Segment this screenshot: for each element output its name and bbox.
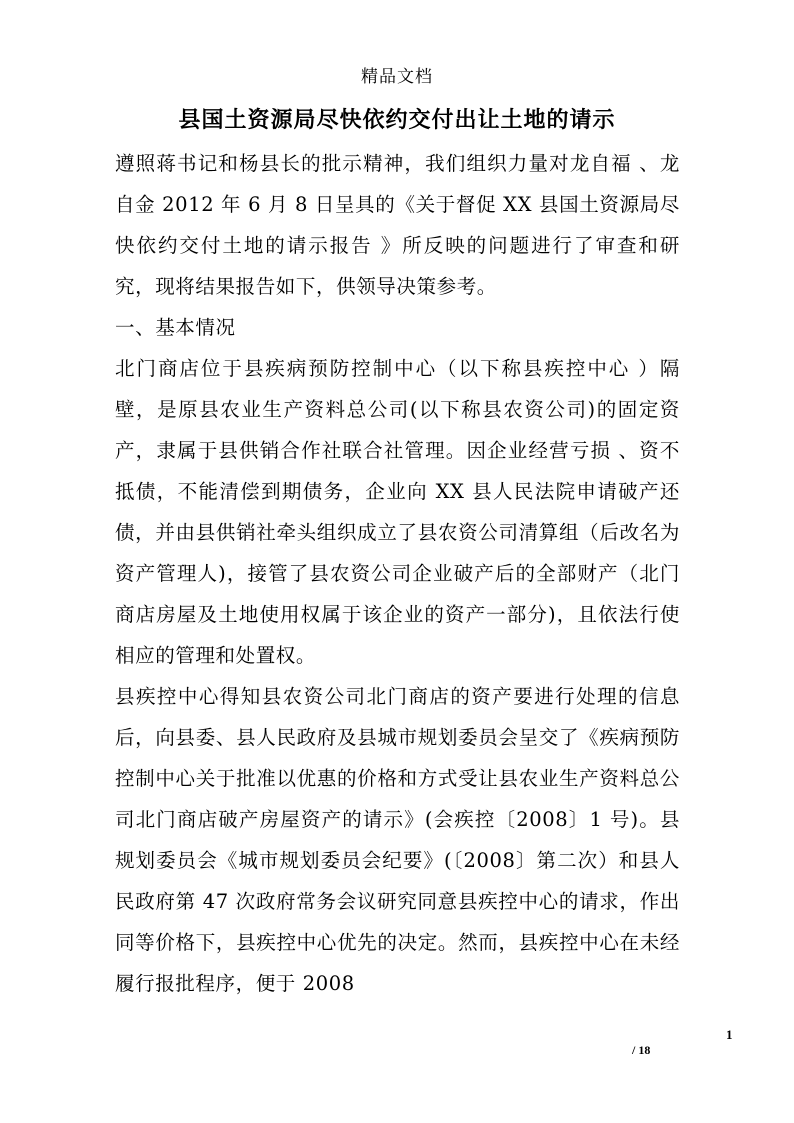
paragraph-cdc-request: 县疾控中心得知县农资公司北门商店的资产要进行处理的信息后，向县委、县人民政府及县城市规划委员会呈交了《疾病预防控制中心关于批准以优惠的价格和方式受让县农业生产资料总公司北门商店破产房屋资产的请示》(会疾控〔2008〕1 号)。县规划委员会《城市规划委员会纪要》(〔2008〕第二次）和县人民政府第 47 次政府常务会议研究同意县疾控中心的请求，作出同等价格下，县疾控中心优先的决定。然而，县疾控中心在未经履行报批程序，便于 2008 [115, 685, 680, 995]
paragraph-intro: 遵照蒋书记和杨县长的批示精神，我们组织力量对龙自福 、龙自金 2012 年 6 月 8 日呈具的《关于督促 XX 县国土资源局尽快依约交付土地的请示报告 》所反映的问题进行了审查和研究，现将结果报告如下，供领导决策参考。 [115, 152, 680, 298]
header-label: 精品文档 [361, 67, 433, 87]
section-heading-basic-situation: 一、基本情况 [115, 316, 236, 339]
page-number: 1 [726, 1027, 733, 1042]
document-body [115, 143, 680, 1004]
page-total: / 18 [632, 1043, 651, 1057]
document-title: 县国土资源局尽快依约交付出让土地的请示 [178, 107, 616, 133]
paragraph-north-gate-store: 北门商店位于县疾病预防控制中心（以下称县疾控中心 ）隔壁，是原县农业生产资料总公司(以下称县农资公司)的固定资产，隶属于县供销合作社联合社管理。因企业经营亏损 、资不抵债，不能清偿到期债务，企业向 XX 县人民法院申请破产还债，并由县供销社牵头组织成立了县农资公司清算组（后改名为资产管理人)，接管了县农资公司企业破产后的全部财产（北门商店房屋及土地使用权属于该企业的资产一部分)，且依法行使相应的管理和处置权。 [115, 357, 680, 667]
